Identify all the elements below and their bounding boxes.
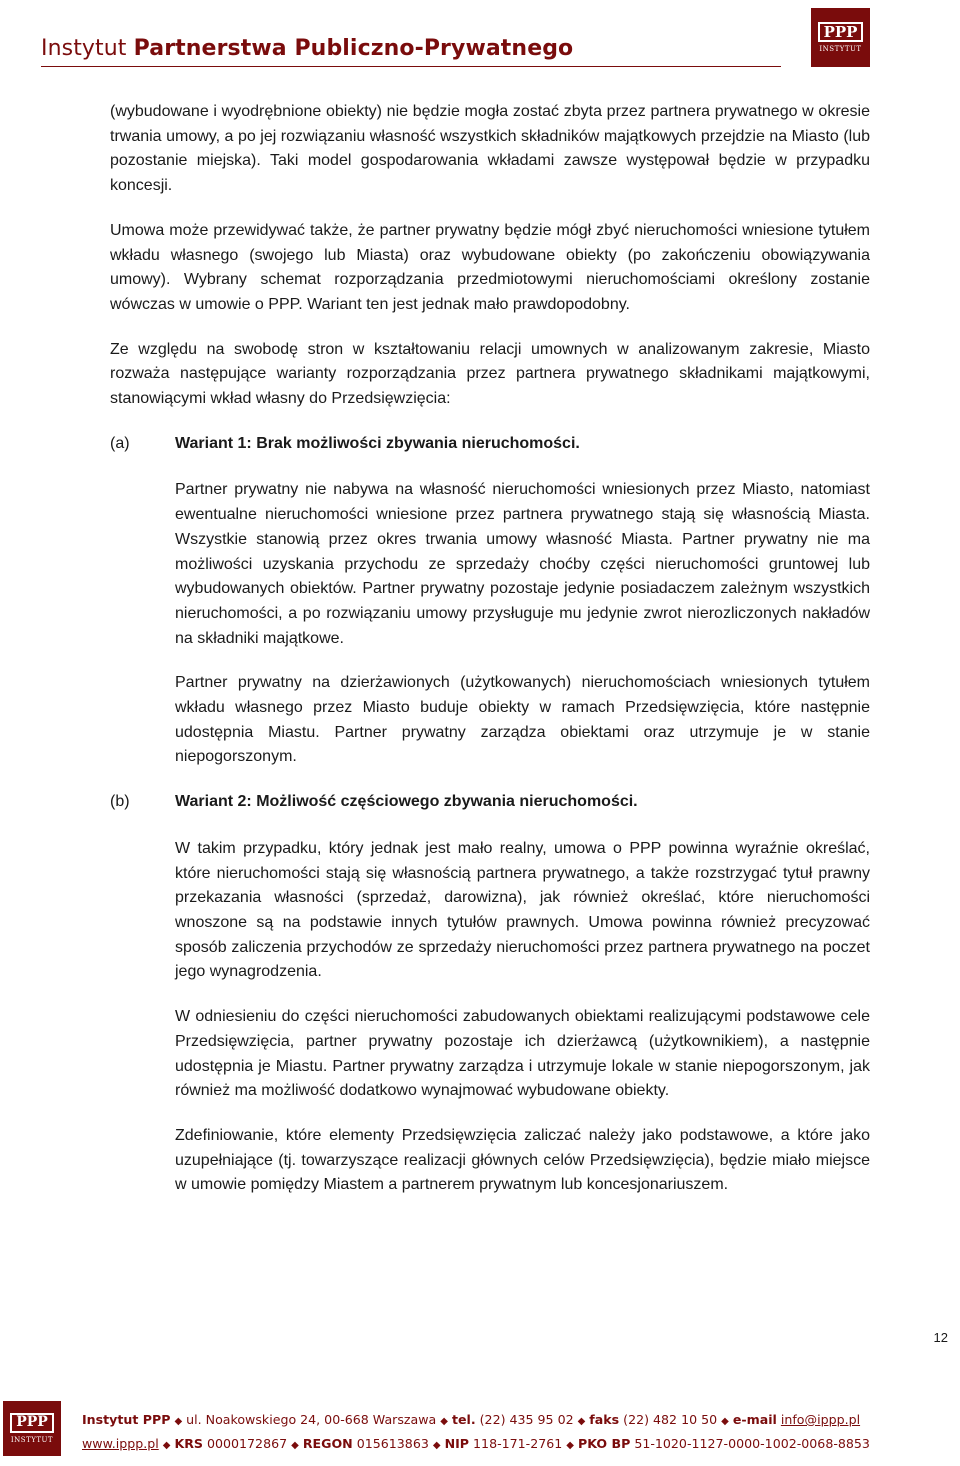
diamond-separator-icon: ◆	[174, 1416, 183, 1427]
footer-fax-label: faks	[589, 1412, 620, 1427]
variant-a-heading	[110, 432, 870, 457]
diamond-separator-icon: ◆	[566, 1440, 574, 1451]
variant-b-label: (b)	[110, 793, 130, 811]
variant-a-paragraph-1: Partner prywatny nie nabywa na własność nieruchomości wniesionych przez Miasto, natomiast ewentualne nieruchomości wniesione przez partnera prywatnego stają się własnością Miasta. Wszystkie stanowią przez okres trwania umowy własność Miasta. Partner prywatny nie ma możliwości uzyskania przychodu ze sprzedaży choćby części nieruchomości gruntowej lub wybudowanych obiektów. Partner prywatny pozostaje jedynie posiadaczem zależnym wszystkich nieruchomości, a po rozwiązaniu umowy przysługuje mu jedynie zwrot nierozliczonych nakładów na składniki majątkowe.	[175, 481, 870, 647]
header-title-prefix: Instytut	[41, 36, 134, 61]
footer-bank-value: 51-1020-1127-0000-1002-0068-8853	[634, 1436, 870, 1451]
footer-bank-label: PKO BP	[577, 1436, 631, 1451]
footer-line-1	[82, 1409, 952, 1433]
footer-logo-ppp-text: PPP	[10, 1413, 54, 1432]
variant-a-paragraph-2: Partner prywatny na dzierżawionych (użytkowanych) nieruchomościach wniesionych tytułem wkładu własnego przez Miasto buduje obiekty w ramach Przedsięwzięcia, które następnie udostępnia Miastu. Partner prywatny zarządza obiektami oraz utrzymuje je w stanie niepogorszonym.	[175, 674, 870, 766]
diamond-separator-icon: ◆	[721, 1416, 729, 1427]
logo-instytut-text: INSTYTUT	[819, 45, 862, 54]
paragraph-3: Ze względu na swobodę stron w kształtowaniu relacji umownych w analizowanym zakresie, Miasto rozważa następujące warianty rozporządzania przez partnera prywatnego składnikami majątkowymi, stanowiącymi wkład własny do Przedsięwzięcia:	[110, 340, 870, 408]
diamond-separator-icon: ◆	[440, 1416, 448, 1427]
footer-email-label: e-mail	[732, 1412, 777, 1427]
paragraph-1: (wybudowane i wyodrębnione obiekty) nie będzie mogła zostać zbyta przez partnera prywatnego w okresie trwania umowy, a po jej rozwiązaniu własność wszystkich składników majątkowych przejdzie na Miasto (lub pozostanie miejska). Taki model gospodarowania wkładami zawsze występował będzie w przypadku koncesji.	[110, 103, 870, 195]
footer-tel-value: (22) 435 95 02	[479, 1412, 574, 1427]
variant-b-paragraph-3: Zdefiniowanie, które elementy Przedsięwzięcia zaliczać należy jako podstawowe, a które jako uzupełniające (tj. towarzyszące realizacji głównych celów Przedsięwzięcia), będzie miało miejsce w umowie pomiędzy Miastem a partnerem prywatnym lub koncesjonariuszem.	[175, 1126, 870, 1194]
paragraph-2: Umowa może przewidywać także, że partner prywatny będzie mógł zbyć nieruchomości wniesione tytułem wkładu własnego (swojego lub Miasta) oraz wybudowane obiekty (po zakończeniu obowiązywania umowy). Wybrany schemat rozporządzania przedmiotowymi nieruchomościami określony zostanie wówczas w umowie o PPP. Wariant ten jest jednak mało prawdopodobny.	[110, 221, 870, 313]
footer-krs-label: KRS	[174, 1436, 203, 1451]
page-number: 12	[933, 1330, 948, 1345]
logo-ppp-text: PPP	[818, 22, 864, 43]
ippp-logo-footer	[3, 1401, 61, 1456]
footer-regon-value: 015613863	[356, 1436, 429, 1451]
footer-nip-value: 118-171-2761	[473, 1436, 563, 1451]
footer-fax-value: (22) 482 10 50	[623, 1412, 718, 1427]
diamond-separator-icon: ◆	[432, 1440, 441, 1451]
variant-b-paragraph-1: W takim przypadku, który jednak jest mało realny, umowa o PPP powinna wyraźnie określać, które nieruchomości stają się własnością partnera prywatnego, a także rozstrzygać tytuł prawny przekazania własności (sprzedaż, darowizna), jak również określać, które nieruchomości wnoszone są na podstawie innych tytułów prawnych. Umowa powinna również precyzować sposób zaliczenia przychodów ze sprzedaży nieruchomości przez partnera prywatnego na poczet jego wynagrodzenia.	[175, 839, 870, 981]
footer-website-link[interactable]: www.ippp.pl	[82, 1436, 159, 1451]
variant-b-paragraph-2: W odniesieniu do części nieruchomości zabudowanych obiektami realizującymi podstawowe cele Przedsięwzięcia, partner prywatny pozostaje ich dzierżawcą (użytkownikiem), a następnie udostępnia je Miastu. Partner prywatny zarządza i utrzymuje lokale w stanie niepogorszonym, jak również ma możliwość dodatkowo wynajmować wybudowane obiekty.	[175, 1008, 870, 1100]
footer-org-name: Instytut PPP	[82, 1412, 171, 1427]
header-title-main: Partnerstwa Publiczno-Prywatnego	[133, 36, 574, 61]
diamond-separator-icon: ◆	[162, 1440, 171, 1451]
page-header-title	[41, 36, 573, 61]
header-divider	[41, 66, 781, 67]
variant-a-title: Wariant 1: Brak możliwości zbywania nieruchomości.	[175, 434, 580, 452]
diamond-separator-icon: ◆	[577, 1416, 586, 1427]
diamond-separator-icon: ◆	[291, 1440, 299, 1451]
footer-line-2	[82, 1433, 952, 1457]
footer-regon-label: REGON	[302, 1436, 353, 1451]
footer-krs-value: 0000172867	[206, 1436, 288, 1451]
footer-tel-label: tel.	[451, 1412, 476, 1427]
ippp-logo-header	[811, 8, 870, 67]
footer-nip-label: NIP	[444, 1436, 470, 1451]
footer-logo-instytut-text: INSTYTUT	[10, 1435, 54, 1444]
document-body	[110, 100, 870, 1218]
variant-b-title: Wariant 2: Możliwość częściowego zbywania nieruchomości.	[175, 793, 638, 811]
variant-b-heading	[110, 790, 870, 815]
footer-contact	[82, 1409, 952, 1457]
variant-a-label: (a)	[110, 434, 130, 452]
footer-email-link[interactable]: info@ippp.pl	[780, 1412, 861, 1427]
footer-address: ul. Noakowskiego 24, 00-668 Warszawa	[186, 1412, 437, 1427]
